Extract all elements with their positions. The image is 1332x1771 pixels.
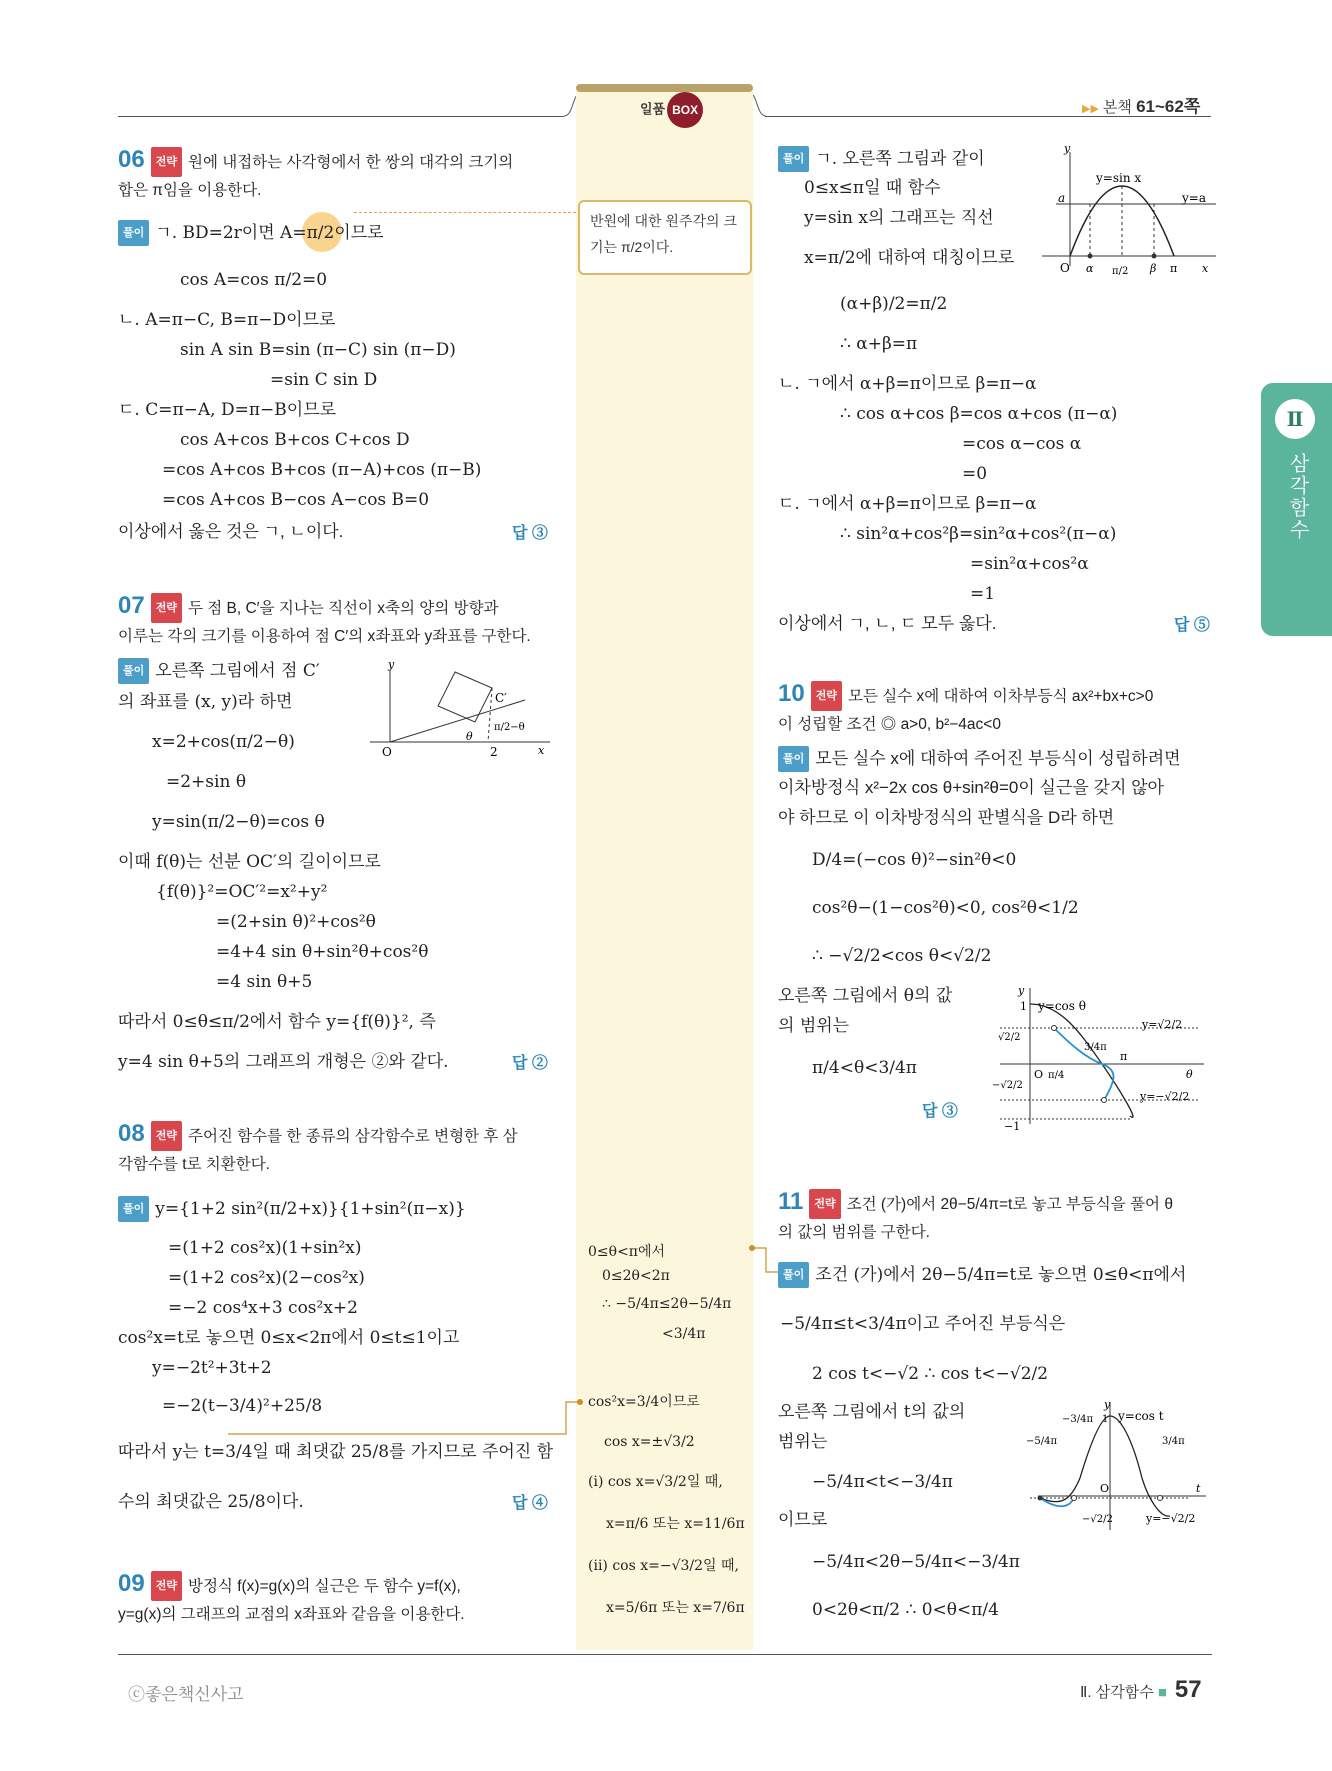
q06-conclusion: 이상에서 옳은 것은 ㄱ, ㄴ이다. — [118, 522, 344, 541]
q06-line-2: cos A=cos π/2=0 — [180, 270, 328, 290]
tick-minus-five-quarter: −5/4π — [1026, 1436, 1058, 1447]
q07-line-6: 이때 f(θ)는 선분 OC′의 길이이므로 — [118, 852, 381, 872]
q06-line-5: =sin C sin D — [270, 370, 378, 390]
axis-y-label: y — [1104, 1398, 1111, 1411]
q11-line-7: 이므로 — [778, 1510, 828, 1530]
q08-line-2: =(1+2 cos²x)(1+sin²x) — [168, 1238, 362, 1258]
q07-number: 07 — [118, 592, 145, 619]
center-note-7: (i) cos x=√3/2일 때, — [588, 1474, 723, 1490]
q09-sine-figure — [1040, 146, 1220, 286]
q10-line-1: 풀이 모든 실수 x에 대하여 주어진 부등식이 성립하려면 — [778, 746, 1181, 772]
publisher-mark: ⓒ좋은책신사고 — [128, 1685, 244, 1704]
q08-connector-line — [226, 1396, 586, 1436]
line-a-label: y=a — [1182, 191, 1206, 205]
q07-line-7: {f(θ)}²=OC′²=x²+y² — [156, 882, 328, 902]
axis-y-label: y — [1018, 984, 1025, 997]
page-footer: Ⅱ. 삼각함수 ■ 57 — [1080, 1676, 1202, 1703]
chapter-number: Ⅱ — [1275, 399, 1315, 439]
line-negative-label: y=−√2/2 — [1140, 1090, 1190, 1103]
center-strip-top-bar — [576, 84, 753, 92]
q09-line-14: =1 — [970, 584, 996, 604]
q08-line-5: cos²x=t로 놓으면 0≤x<2π에서 0≤t≤1이고 — [118, 1328, 460, 1348]
sine-curve-label: y=sin x — [1096, 171, 1142, 185]
q07-line-3: x=2+cos(π/2−θ) — [152, 732, 295, 752]
q09-line-10: =0 — [962, 464, 988, 484]
q07-line-5: y=sin(π/2−θ)=cos θ — [152, 812, 325, 832]
a-label: a — [1058, 191, 1066, 205]
q08-line-8: 따라서 y는 t=3/4일 때 최댓값 25/8를 가지므로 주어진 함 — [118, 1442, 554, 1462]
q06-line-7: cos A+cos B+cos C+cos D — [180, 430, 410, 450]
center-notes-strip — [576, 88, 753, 1650]
q09-number: 09 — [118, 1570, 145, 1597]
q11-line-3: 2 cos t<−√2 ∴ cos t<−√2/2 — [812, 1364, 1049, 1384]
alpha-label: α — [1086, 262, 1094, 275]
q06-line-6: ㄷ. C=π−A, D=π−B이므로 — [118, 400, 337, 420]
q10-line-4: D/4=(−cos θ)²−sin²θ<0 — [812, 850, 1017, 870]
callout-note: 반원에 대한 원주각의 크 기는 π/2이다. — [578, 200, 752, 275]
tick-three-quarter: 3/4π — [1162, 1436, 1185, 1447]
q07-line-2: 의 좌표를 (x, y)라 하면 — [118, 692, 293, 712]
q07-line-10: =4 sin θ+5 — [216, 972, 313, 992]
cosine-curve-label: y=cos θ — [1038, 999, 1086, 1013]
q07-line-4: =2+sin θ — [166, 772, 247, 792]
q06-line-1: 풀이 ㄱ. BD=2r이면 A=π/2이므로 — [118, 220, 384, 246]
tick-minus-one: −1 — [1004, 1120, 1021, 1133]
beta-label: β — [1150, 262, 1157, 275]
chapter-label: 삼각함수 — [1286, 453, 1308, 541]
q09-line-7: ㄴ. ㄱ에서 α+β=π이므로 β=π−α — [778, 374, 1037, 394]
q10-line-9: π/4<θ<3/4π — [812, 1058, 917, 1078]
q10-line-8: 의 범위는 — [778, 1016, 850, 1036]
axis-x-label: x — [538, 744, 545, 757]
q08-line-4: =−2 cos⁴x+3 cos²x+2 — [168, 1298, 358, 1318]
q09-line-9: =cos α−cos α — [962, 434, 1082, 454]
origin-label: O — [1100, 1482, 1110, 1495]
q06-strategy: 06 전략 원에 내접하는 사각형에서 한 쌍의 대각의 크기의 합은 π임을 이용한다. — [118, 146, 514, 199]
q06-line-3: ㄴ. A=π−C, B=π−D이므로 — [118, 310, 336, 330]
tick-negative: −√2/2 — [992, 1080, 1023, 1091]
q09-line-4: x=π/2에 대하여 대칭이므로 — [804, 248, 1015, 268]
center-note-8: x=π/6 또는 x=11/6π — [606, 1516, 745, 1532]
tick-quarter-pi: π/4 — [1048, 1070, 1065, 1081]
tick-one: 1 — [1102, 1414, 1109, 1425]
point-c-label: C′ — [495, 691, 507, 705]
q08-line-7: =−2(t−3/4)²+25/8 — [162, 1396, 323, 1416]
q11-line-6: −5/4π<t<−3/4π — [812, 1472, 953, 1492]
q06-line-9: =cos A+cos B−cos A−cos B=0 — [162, 490, 430, 510]
q11-line-2: −5/4π≤t<3/4π이고 주어진 부등식은 — [780, 1314, 1066, 1334]
callout-leader — [354, 212, 576, 213]
chapter-side-tab — [1261, 383, 1332, 636]
q10-line-5: cos²θ−(1−cos²θ)<0, cos²θ<1/2 — [812, 898, 1079, 918]
q11-line-5: 범위는 — [778, 1432, 828, 1452]
center-note-10: x=5/6π 또는 x=7/6π — [606, 1600, 745, 1616]
page-reference: ▶▶ 본책 61~62쪽 — [1082, 97, 1201, 116]
origin-label: O — [1060, 261, 1070, 275]
q11-line-8: −5/4π<2θ−5/4π<−3/4π — [812, 1552, 1020, 1572]
center-note-5: cos²x=3/4이므로 — [588, 1394, 700, 1410]
tick-positive: √2/2 — [998, 1032, 1021, 1043]
axis-y-label: y — [1064, 146, 1071, 155]
q09-answer: 답 ⑤ — [1174, 617, 1210, 634]
q10-number: 10 — [778, 680, 805, 707]
q07-strategy: 07 전략 두 점 B, C′을 지나는 직선이 x축의 양의 방향과 이루는 각의 크기를 이용하여 점 C′의 x좌표와 y좌표를 구한다. — [118, 592, 531, 645]
q07-line-9: =4+4 sin θ+sin²θ+cos²θ — [216, 942, 429, 962]
line-negative-label: y=−√2/2 — [1146, 1512, 1196, 1525]
center-note-4: <3/4π — [662, 1326, 706, 1342]
q09-line-12: ∴ sin²α+cos²β=sin²α+cos²(π−α) — [840, 524, 1117, 544]
axis-x-label: x — [1202, 262, 1209, 275]
q06-number: 06 — [118, 146, 145, 173]
q09-line-2: 0≤x≤π일 때 함수 — [804, 178, 941, 198]
q10-strategy: 10 전략 모든 실수 x에 대하여 이차부등식 ax²+bx+c>0 이 성립할 조건 ◎ a>0, b²−4ac<0 — [778, 680, 1154, 733]
q06-line-4: sin A sin B=sin (π−C) sin (π−D) — [180, 340, 456, 360]
center-note-2: 0≤2θ<2π — [602, 1268, 670, 1284]
q08-number: 08 — [118, 1120, 145, 1147]
q09-line-11: ㄷ. ㄱ에서 α+β=π이므로 β=π−α — [778, 494, 1037, 514]
q09-line-13: =sin²α+cos²α — [970, 554, 1089, 574]
q10-line-3: 야 하므로 이 이차방정식의 판별식을 D라 하면 — [778, 808, 1115, 827]
q08-line-6: y=−2t²+3t+2 — [152, 1358, 272, 1378]
origin-label: O — [1034, 1068, 1044, 1081]
q10-answer: 답 ③ — [922, 1103, 958, 1120]
q11-line-9: 0<2θ<π/2 ∴ 0<θ<π/4 — [812, 1600, 999, 1620]
axis-y-label: y — [388, 660, 395, 671]
line-positive-label: y=√2/2 — [1142, 1018, 1183, 1031]
half-pi-label: π/2 — [1112, 266, 1129, 277]
center-note-6: cos x=±√3/2 — [604, 1434, 695, 1450]
center-note-9: (ii) cos x=−√3/2일 때, — [588, 1558, 739, 1574]
q07-line-1: 풀이 오른쪽 그림에서 점 C′ — [118, 658, 320, 684]
q09-strategy: 09 전략 방정식 f(x)=g(x)의 실근은 두 함수 y=f(x), y=g(x)의 그래프의 교점의 x좌표와 같음을 이용한다. — [118, 1570, 465, 1623]
q10-line-7: 오른쪽 그림에서 θ의 값 — [778, 986, 953, 1006]
axis-theta-label: θ — [1186, 1068, 1193, 1081]
q09-line-8: ∴ cos α+cos β=cos α+cos (π−α) — [840, 404, 1118, 424]
q10-cosine-figure — [990, 984, 1208, 1134]
q07-answer: 답 ② — [512, 1055, 548, 1072]
angle-label: π/2−θ — [494, 722, 525, 733]
q06-answer: 답 ③ — [512, 525, 548, 542]
pi-label: π — [1170, 262, 1178, 275]
q07-figure — [370, 660, 555, 760]
q08-line-9: 수의 최댓값은 25/8이다. — [118, 1492, 304, 1512]
q09-line-3: y=sin x의 그래프는 직선 — [804, 208, 994, 228]
q11-line-4: 오른쪽 그림에서 t의 값의 — [778, 1402, 966, 1422]
q08-strategy: 08 전략 주어진 함수를 한 종류의 삼각함수로 변형한 후 삼 각함수를 t로 치환한다. — [118, 1120, 518, 1173]
origin-label: O — [382, 745, 392, 759]
q08-answer: 답 ④ — [512, 1495, 548, 1512]
q07-line-8: =(2+sin θ)²+cos²θ — [216, 912, 376, 932]
double-triangle-icon: ▶▶ — [1082, 103, 1099, 115]
q06-line-8: =cos A+cos B+cos (π−A)+cos (π−B) — [162, 460, 482, 480]
q07-line-11: 따라서 0≤θ≤π/2에서 함수 y={f(θ)}², 즉 — [118, 1012, 436, 1032]
ilpum-box-badge: 일품 BOX — [640, 92, 703, 128]
cosine-curve-label: y=cos t — [1118, 1409, 1164, 1423]
tick-one: 1 — [1020, 1000, 1027, 1013]
tick-minus-three-quarter: −3/4π — [1062, 1414, 1094, 1425]
q09-line-6: ∴ α+β=π — [840, 334, 918, 354]
tick-three-quarter-pi: 3/4π — [1084, 1042, 1107, 1053]
q09-line-5: (α+β)/2=π/2 — [840, 294, 948, 314]
q09-conclusion: 이상에서 ㄱ, ㄴ, ㄷ 모두 옳다. — [778, 614, 997, 633]
q07-line-12: y=4 sin θ+5의 그래프의 개형은 ②와 같다. — [118, 1052, 449, 1072]
q11-cosine-figure — [1010, 1398, 1210, 1538]
q10-line-6: ∴ −√2/2<cos θ<√2/2 — [812, 946, 992, 966]
q11-number: 11 — [778, 1188, 804, 1215]
q09-line-1: 풀이 ㄱ. 오른쪽 그림과 같이 — [778, 146, 985, 172]
tick-two: 2 — [490, 745, 498, 759]
q11-strategy: 11 전략 조건 (가)에서 2θ−5/4π=t로 놓고 부등식을 풀어 θ 의 값의 범위를 구한다. — [778, 1188, 1173, 1241]
theta-label: θ — [466, 730, 473, 743]
tick-negative: −√2/2 — [1082, 1514, 1113, 1525]
q11-line-1: 풀이 조건 (가)에서 2θ−5/4π=t로 놓으면 0≤θ<π에서 — [778, 1262, 1186, 1288]
q10-line-2: 이차방정식 x²−2x cos θ+sin²θ=0이 실근을 갖지 않아 — [778, 778, 1164, 797]
center-note-3: ∴ −5/4π≤2θ−5/4π — [602, 1296, 732, 1312]
center-note-1: 0≤θ<π에서 — [588, 1244, 666, 1260]
axis-t-label: t — [1196, 1482, 1201, 1495]
q08-line-3: =(1+2 cos²x)(2−cos²x) — [168, 1268, 365, 1288]
q08-line-1: 풀이 y={1+2 sin²(π/2+x)}{1+sin²(π−x)} — [118, 1196, 466, 1222]
tick-pi: π — [1120, 1050, 1128, 1063]
